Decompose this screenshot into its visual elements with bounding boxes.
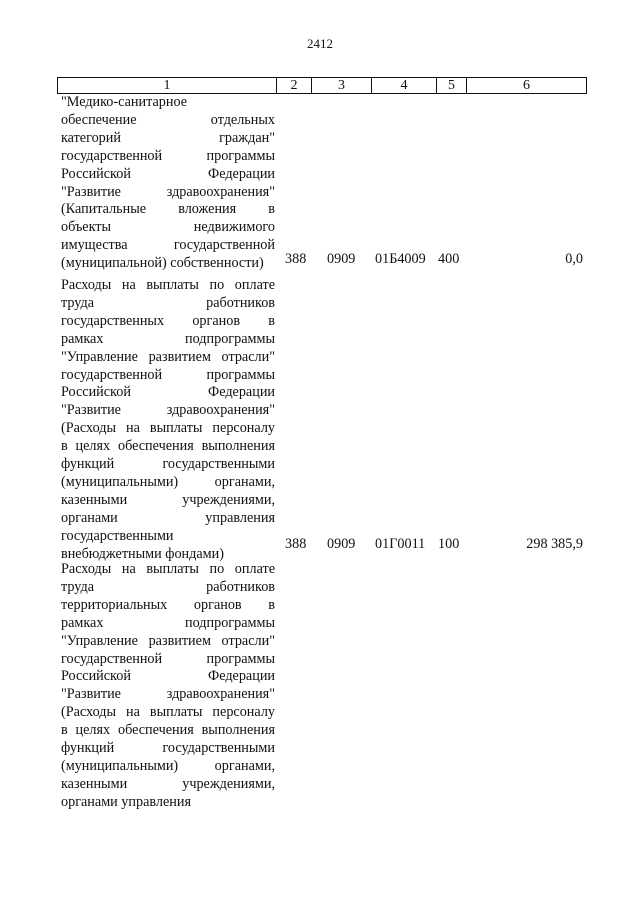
description-line: в целях обеспечения выполнения	[61, 722, 275, 739]
expense-type-code: 100	[438, 536, 460, 552]
description-line: внебюджетными фондами)	[61, 545, 224, 562]
target-article-code: 01Б4009	[375, 251, 426, 267]
target-article-code: 01Г0011	[375, 536, 426, 552]
description-line: (Расходы на выплаты персоналу	[61, 420, 275, 437]
description-line: "Развитие здравоохранения"	[61, 686, 275, 703]
header-col-3: 3	[311, 77, 372, 94]
description-line: в целях обеспечения выполнения	[61, 438, 275, 455]
section-code: 0909	[327, 251, 356, 267]
description-line: казенными учреждениями,	[61, 491, 275, 508]
header-col-4: 4	[371, 77, 437, 94]
description-line: труда работников	[61, 578, 275, 595]
description-line: "Управление развитием отрасли"	[61, 348, 275, 365]
amount: 0,0	[565, 251, 583, 267]
page-number: 2412	[307, 36, 333, 51]
description-line: (муниципальными) органами,	[61, 473, 275, 490]
description-line: "Развитие здравоохранения"	[61, 402, 275, 419]
description-line: (Капитальные вложения в	[61, 201, 275, 218]
description-line: Российской Федерации	[61, 668, 275, 685]
description-line: казенными учреждениями,	[61, 775, 275, 792]
description-line: органами управления	[61, 793, 191, 810]
description-line: Расходы на выплаты по оплате	[61, 561, 275, 577]
description-line: "Медико-санитарное	[61, 94, 188, 110]
ministry-code: 388	[285, 536, 307, 552]
header-col-2: 2	[276, 77, 312, 94]
expense-type-code: 400	[438, 251, 460, 267]
description-line: государственными	[61, 527, 174, 544]
row-description	[61, 277, 275, 564]
description-line: государственной программы	[61, 147, 275, 164]
description-line: (муниципальными) органами,	[61, 757, 275, 774]
ministry-code: 388	[285, 251, 307, 267]
section-code: 0909	[327, 536, 356, 552]
description-line: (муниципальной) собственности)	[61, 255, 264, 272]
description-line: труда работников	[61, 294, 275, 311]
description-line: государственной программы	[61, 366, 275, 383]
description-line: государственной программы	[61, 650, 275, 667]
description-line: функций государственными	[61, 740, 275, 757]
description-line: Расходы на выплаты по оплате	[61, 277, 275, 293]
row-description	[61, 94, 275, 273]
header-col-1: 1	[57, 77, 277, 94]
row-description	[61, 561, 275, 812]
header-col-5: 5	[436, 77, 467, 94]
description-line: объекты недвижимого	[61, 219, 275, 236]
description-line: рамках подпрограммы	[61, 330, 275, 347]
description-line: Российской Федерации	[61, 384, 275, 401]
amount: 298 385,9	[526, 536, 583, 552]
description-line: (Расходы на выплаты персоналу	[61, 704, 275, 721]
description-line: обеспечение отдельных	[61, 111, 275, 128]
description-line: территориальных органов в	[61, 596, 275, 613]
header-col-6: 6	[466, 77, 587, 94]
description-line: "Управление развитием отрасли"	[61, 632, 275, 649]
description-line: "Развитие здравоохранения"	[61, 183, 275, 200]
description-line: органами управления	[61, 509, 275, 526]
description-line: Российской Федерации	[61, 165, 275, 182]
description-line: государственных органов в	[61, 312, 275, 329]
description-line: функций государственными	[61, 456, 275, 473]
description-line: категорий граждан"	[61, 129, 275, 146]
description-line: имущества государственной	[61, 237, 275, 254]
description-line: рамках подпрограммы	[61, 614, 275, 631]
